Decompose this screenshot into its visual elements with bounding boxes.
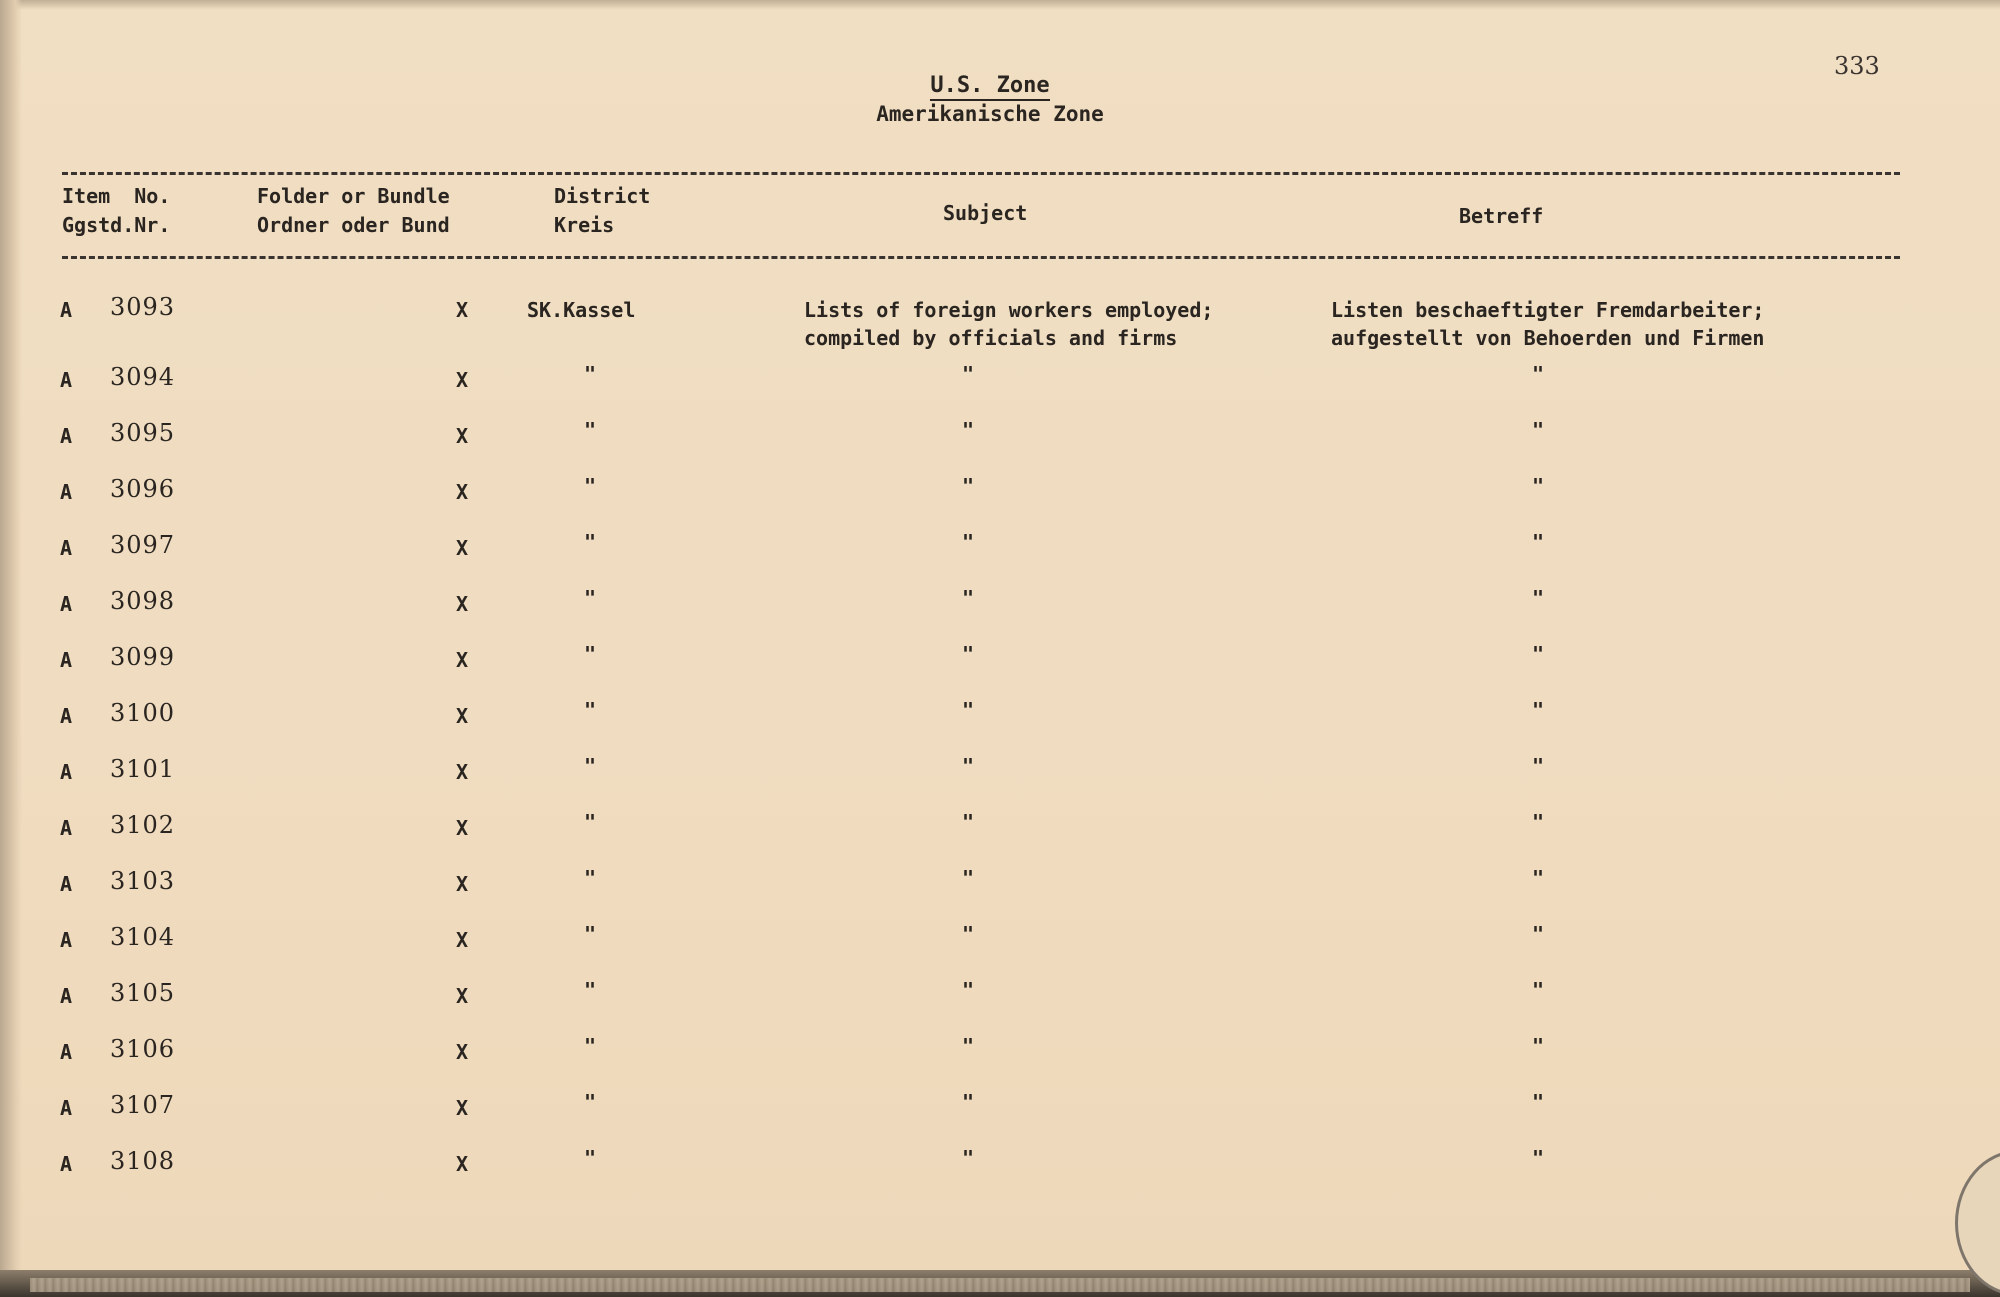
row-betreff: "	[1532, 474, 1545, 498]
row-item-number: 3103	[110, 867, 176, 895]
row-prefix: A	[60, 984, 73, 1008]
page-title: U.S. Zone	[930, 74, 1049, 101]
row-item-number: 3094	[110, 363, 176, 391]
row-item-number: 3097	[110, 531, 176, 559]
row-subject-line2: compiled by officials and firms	[804, 326, 1178, 350]
row-subject: "	[962, 362, 975, 386]
row-betreff: "	[1532, 978, 1545, 1002]
row-item-number: 3100	[110, 699, 176, 727]
row-folder-mark: X	[456, 424, 469, 448]
row-prefix: A	[60, 760, 73, 784]
row-folder-mark: X	[456, 648, 469, 672]
row-district: "	[584, 586, 597, 610]
row-subject: "	[962, 418, 975, 442]
page-subtitle: Amerikanische Zone	[876, 102, 1104, 126]
row-item-number: 3102	[110, 811, 176, 839]
row-folder-mark: X	[456, 592, 469, 616]
row-folder-mark: X	[456, 760, 469, 784]
row-prefix: A	[60, 928, 73, 952]
row-item-number: 3101	[110, 755, 176, 783]
row-subject: "	[962, 1034, 975, 1058]
row-betreff-line2: aufgestellt von Behoerden und Firmen	[1331, 326, 1765, 350]
row-folder-mark: X	[456, 928, 469, 952]
row-subject: "	[962, 978, 975, 1002]
row-betreff-line1: Listen beschaeftigter Fremdarbeiter;	[1331, 298, 1765, 322]
header-folder-de: Ordner oder Bund	[257, 213, 450, 237]
row-folder-mark: X	[456, 536, 469, 560]
binding-edge	[0, 0, 22, 1297]
row-folder-mark: X	[456, 1096, 469, 1120]
row-district: "	[584, 1146, 597, 1170]
row-subject: "	[962, 1146, 975, 1170]
row-prefix: A	[60, 298, 73, 322]
row-item-number: 3093	[110, 293, 176, 321]
row-betreff: "	[1532, 1090, 1545, 1114]
row-prefix: A	[60, 1040, 73, 1064]
header-item-no-de: Ggstd.Nr.	[62, 213, 171, 237]
row-district: "	[584, 362, 597, 386]
row-item-number: 3106	[110, 1035, 176, 1063]
row-district: "	[584, 922, 597, 946]
row-betreff: "	[1532, 810, 1545, 834]
row-betreff: "	[1532, 698, 1545, 722]
page-number: 333	[1834, 52, 1880, 80]
row-district: "	[584, 978, 597, 1002]
row-district: "	[584, 642, 597, 666]
row-betreff: "	[1532, 922, 1545, 946]
header-folder-en: Folder or Bundle	[257, 184, 450, 208]
row-betreff: "	[1532, 418, 1545, 442]
row-item-number: 3099	[110, 643, 176, 671]
row-item-number: 3104	[110, 923, 176, 951]
row-betreff: "	[1532, 1146, 1545, 1170]
row-district: "	[584, 474, 597, 498]
row-item-number: 3105	[110, 979, 176, 1007]
row-betreff: "	[1532, 530, 1545, 554]
row-prefix: A	[60, 592, 73, 616]
row-prefix: A	[60, 1152, 73, 1176]
row-district: SK.Kassel	[527, 298, 636, 322]
header-top-rule	[62, 172, 1900, 175]
row-subject: "	[962, 1090, 975, 1114]
row-subject: "	[962, 698, 975, 722]
row-folder-mark: X	[456, 368, 469, 392]
row-subject: "	[962, 642, 975, 666]
row-betreff: "	[1532, 362, 1545, 386]
row-folder-mark: X	[456, 704, 469, 728]
header-subject: Subject	[943, 201, 1028, 225]
header-item-no	[62, 182, 170, 240]
row-subject: "	[962, 474, 975, 498]
row-district: "	[584, 754, 597, 778]
row-betreff: "	[1532, 642, 1545, 666]
row-district: "	[584, 866, 597, 890]
row-prefix: A	[60, 704, 73, 728]
row-prefix: A	[60, 536, 73, 560]
row-folder-mark: X	[456, 480, 469, 504]
page-top-shadow	[0, 0, 2000, 10]
title-block	[820, 74, 1160, 127]
row-subject: "	[962, 586, 975, 610]
row-item-number: 3095	[110, 419, 176, 447]
row-betreff: "	[1532, 586, 1545, 610]
header-item-no-en: Item No.	[62, 184, 171, 208]
row-folder-mark: X	[456, 1040, 469, 1064]
row-prefix: A	[60, 648, 73, 672]
row-district: "	[584, 1090, 597, 1114]
row-folder-mark: X	[456, 1152, 469, 1176]
row-district: "	[584, 530, 597, 554]
header-district	[554, 182, 650, 240]
row-prefix: A	[60, 424, 73, 448]
row-prefix: A	[60, 368, 73, 392]
header-folder	[257, 182, 450, 240]
header-bottom-rule	[62, 256, 1900, 259]
row-item-number: 3096	[110, 475, 176, 503]
row-subject: "	[962, 922, 975, 946]
header-district-en: District	[554, 184, 651, 208]
row-district: "	[584, 418, 597, 442]
row-betreff: "	[1532, 1034, 1545, 1058]
row-item-number: 3108	[110, 1147, 176, 1175]
row-prefix: A	[60, 480, 73, 504]
row-folder-mark: X	[456, 816, 469, 840]
row-district: "	[584, 1034, 597, 1058]
row-item-number: 3098	[110, 587, 176, 615]
row-betreff: "	[1532, 754, 1545, 778]
row-district: "	[584, 810, 597, 834]
row-subject-line1: Lists of foreign workers employed;	[804, 298, 1214, 322]
row-prefix: A	[60, 816, 73, 840]
header-district-de: Kreis	[554, 213, 615, 237]
row-subject: "	[962, 530, 975, 554]
row-subject: "	[962, 754, 975, 778]
row-betreff: "	[1532, 866, 1545, 890]
row-folder-mark: X	[456, 984, 469, 1008]
row-subject: "	[962, 866, 975, 890]
row-prefix: A	[60, 1096, 73, 1120]
row-district: "	[584, 698, 597, 722]
row-item-number: 3107	[110, 1091, 176, 1119]
page-bottom-strip	[30, 1278, 1970, 1292]
row-folder-mark: X	[456, 872, 469, 896]
header-betreff: Betreff	[1459, 204, 1544, 228]
row-prefix: A	[60, 872, 73, 896]
row-subject: "	[962, 810, 975, 834]
row-folder-mark: X	[456, 298, 469, 322]
